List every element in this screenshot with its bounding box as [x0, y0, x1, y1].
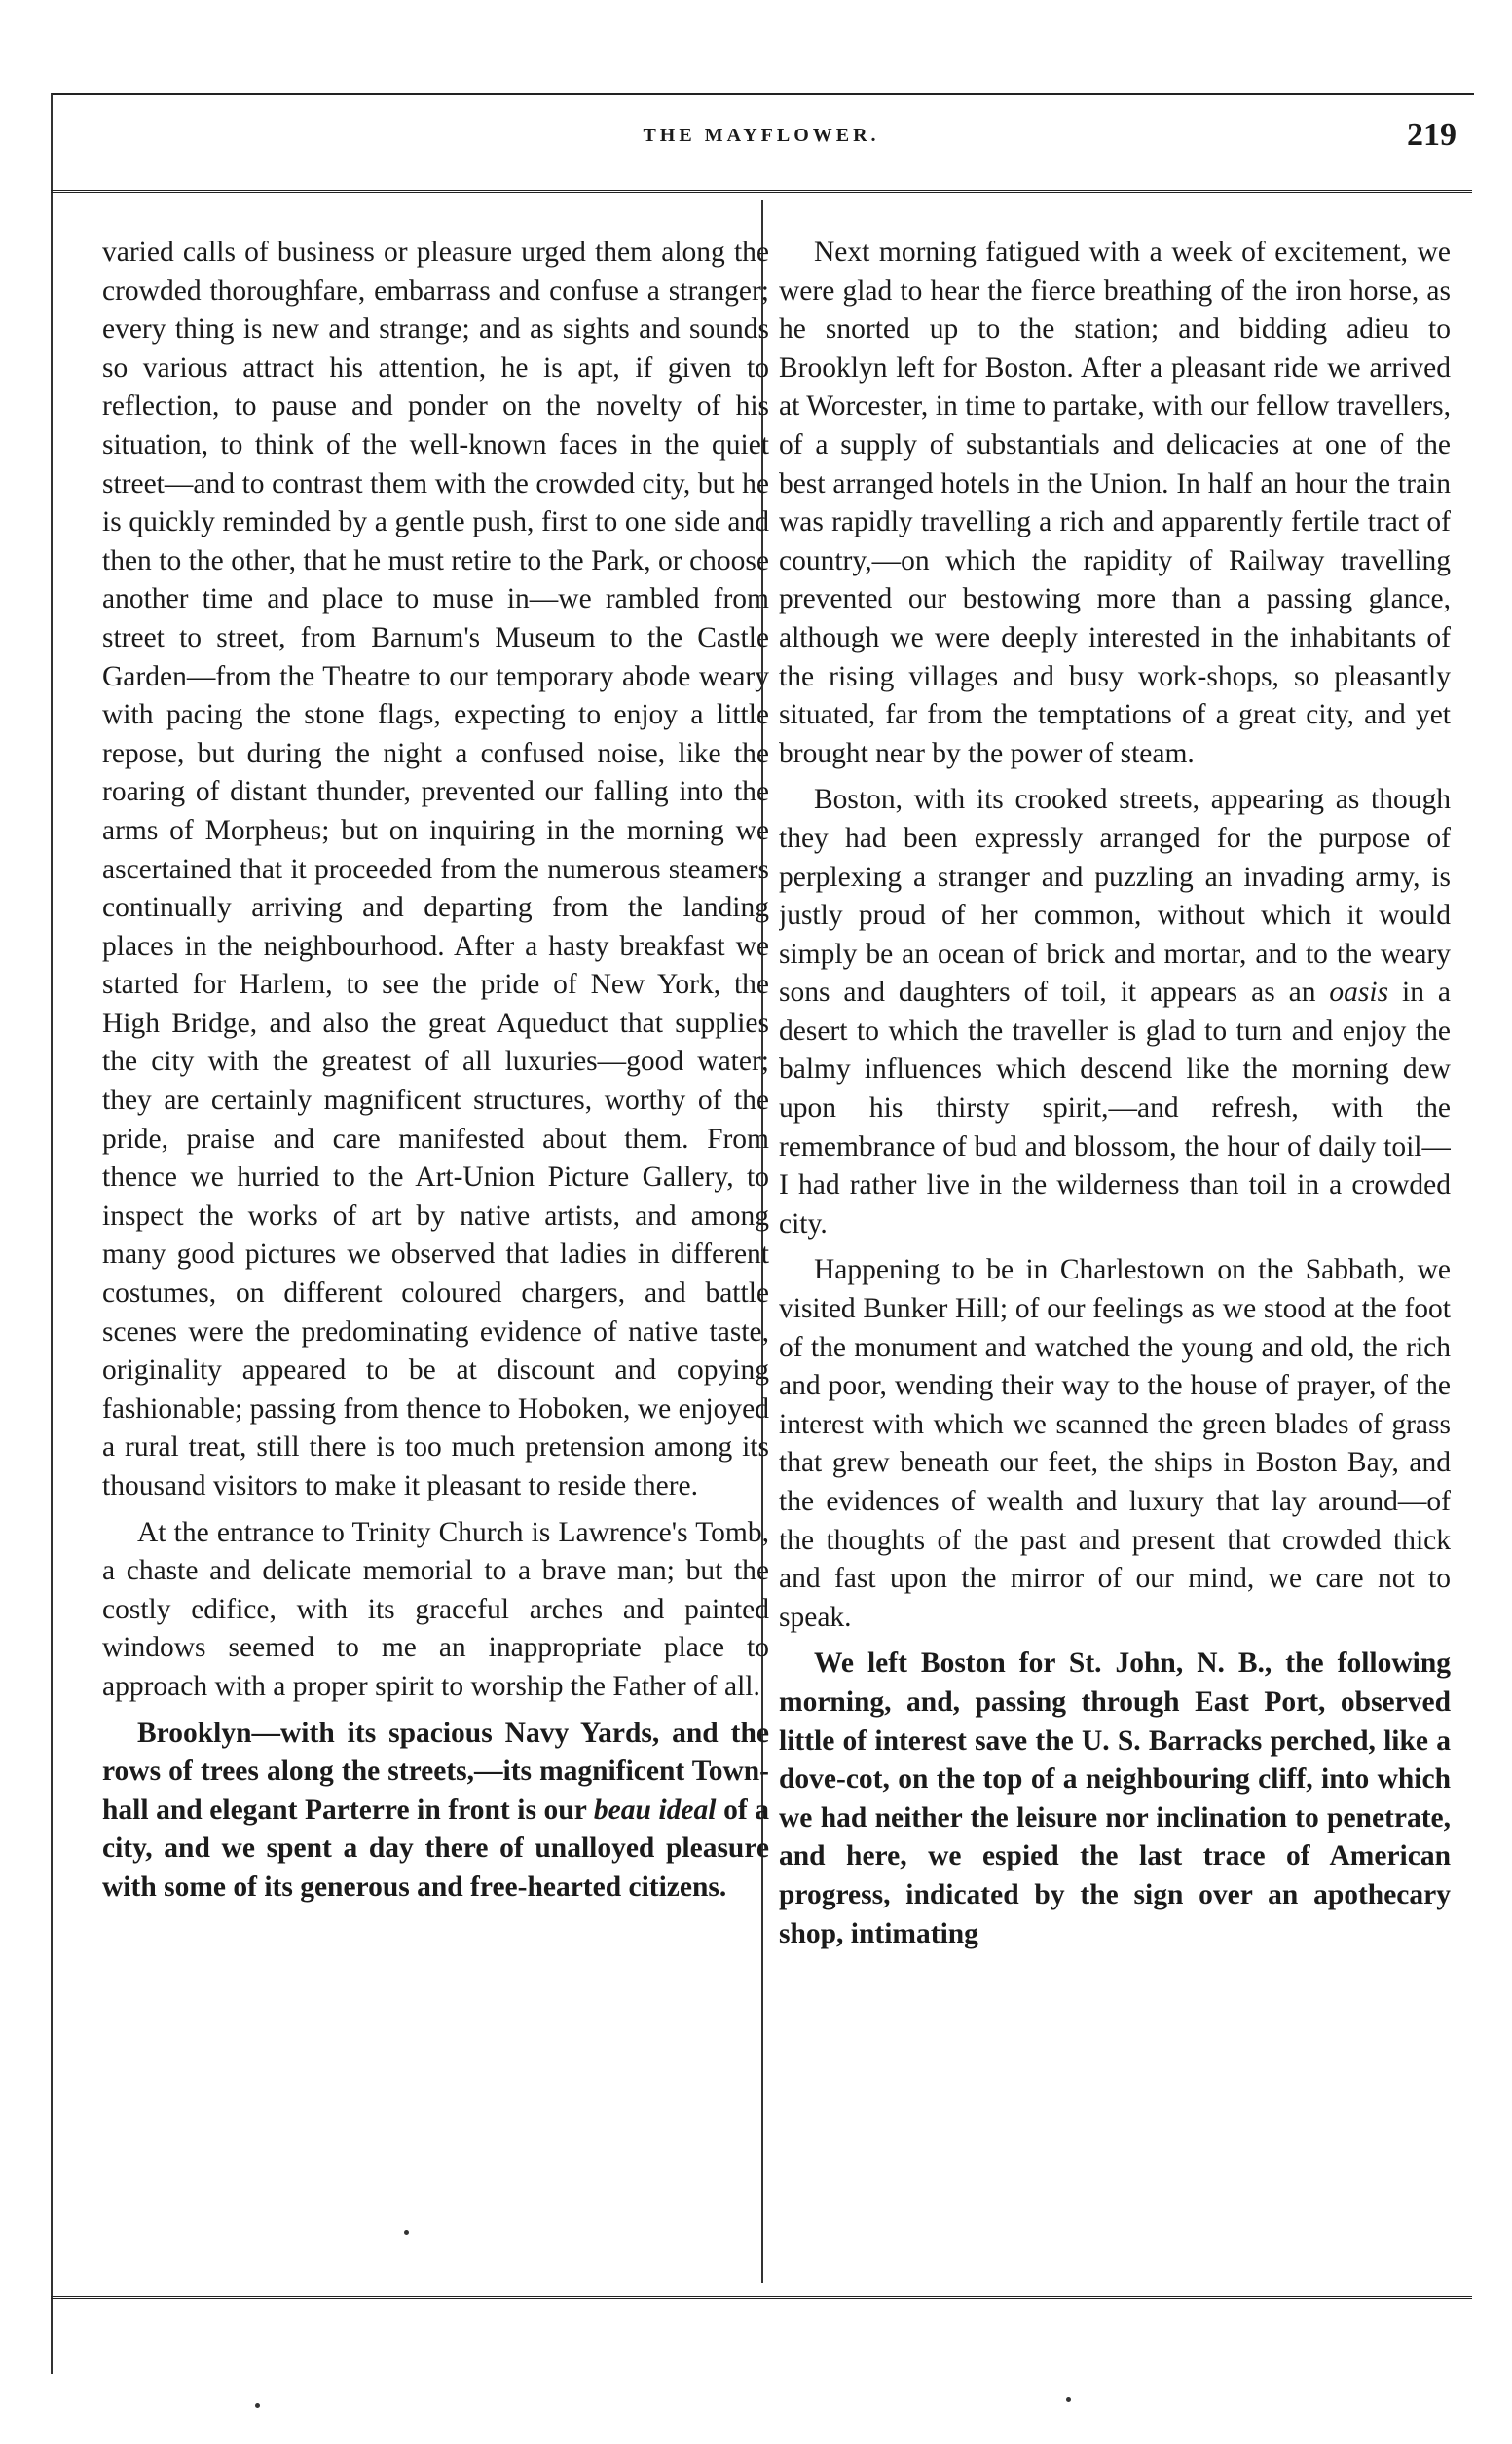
paragraph-right-2 [779, 781, 1451, 1243]
paragraph-right-4: We left Boston for St. John, N. B., the following morning, and, passing through East Port, observed little of interest save the U. S. Barracks perched, like a dove-cot, on the top of a neighbouring cliff, into which we had neither the leisure nor inclination to penetrate, and here, we espied the last trace of American progress, indicated by the sign over an apothecary shop, intimating [779, 1648, 1451, 1949]
right-column [779, 234, 1451, 2278]
italic-phrase-beau-ideal: beau ideal [593, 1794, 717, 1826]
print-speck [255, 2403, 260, 2408]
paragraph-left-3-text-a: Brooklyn—with its spacious Navy Yards, and the rows of trees along the streets,—its magnificent Town-hall and elegant Parterre in front is our [102, 1717, 769, 1826]
paragraph-right-2-text-a: Boston, with its crooked streets, appearing as though they had been expressly arranged for the purpose of perplexing a stranger and puzzling an invading army, is justly proud of her common, without which it would simply be an ocean of brick and mortar, and to the weary sons and daughters of toil, it appears as an [779, 784, 1451, 1009]
running-head [51, 117, 1472, 173]
paragraph-left-2: At the entrance to Trinity Church is Lawrence's Tomb, a chaste and delicate memorial to a brave man; but the costly edifice, with its graceful arches and painted windows seemed to me an inappropriate place to approach with a proper spirit to worship the Father of all. [102, 1516, 769, 1702]
paragraph-right-2-text-b: in a desert to which the traveller is glad to turn and enjoy the balmy influences which descend like the morning dew upon his thirsty spirit,—and refresh, with the remembrance of bud and blossom, the hour of daily toil—I had rather live in the wilderness than toil in a crowded city. [779, 977, 1451, 1240]
paragraph-right-3: Happening to be in Charlestown on the Sabbath, we visited Bunker Hill; of our feelings as we stood at the foot of the monument and watched the young and old, the rich and poor, wending their way to the house of prayer, of the interest with which we scanned the green blades of grass that grew beneath our feet, the ships in Boston Bay, and the evidences of wealth and luxury that lay around—of the thoughts of the past and present that crowded thick and fast upon the mirror of our mind, we care not to speak. [779, 1254, 1451, 1633]
header-rule [51, 190, 1472, 193]
footer-rule [51, 2296, 1472, 2299]
running-title: THE MAYFLOWER. [643, 125, 880, 146]
paragraph-right-1: Next morning fatigued with a week of excitement, we were glad to hear the fierce breathing of the iron horse, as he snorted up to the station; and bidding adieu to Brooklyn left for Boston. After a pleasant ride we arrived at Worcester, in time to partake, with our fellow travellers, of a supply of substantials and delicacies at one of the best arranged hotels in the Union. In half an hour the train was rapidly travelling a rich and apparently fertile tract of country,—on which the rapidity of Railway travelling prevented our bestowing more than a passing glance, although we were deeply interested in the inhabitants of the rising villages and busy work-shops, so pleasantly situated, far from the temptations of a great city, and yet brought near by the power of steam. [779, 237, 1451, 769]
paragraph-left-3-text-b: of a city, and we spent a day there of unalloyed pleasure with some of its generous and free-hearted citizens. [102, 1794, 769, 1903]
print-speck [1066, 2397, 1071, 2402]
page-number: 219 [1407, 117, 1457, 153]
print-speck [404, 2230, 409, 2235]
paragraph-left-3 [102, 1715, 769, 1907]
paragraph-left-1: varied calls of business or pleasure urged them along the crowded thoroughfare, embarrass and confuse a stranger; every thing is new and strange; and as sights and sounds so various attract his attention, he is apt, if given to reflection, to pause and ponder on the novelty of his situation, to think of the well-known faces in the quiet street—and to contrast them with the crowded city, but he is quickly reminded by a gentle push, first to one side and then to the other, that he must retire to the Park, or choose another time and place to muse in—we rambled from street to street, from Barnum's Museum to the Castle Garden—from the Theatre to our temporary abode weary with pacing the stone flags, expecting to enjoy a little repose, but during the night a confused noise, like the roaring of distant thunder, prevented our falling into the arms of Morpheus; but on inquiring in the morning we ascertained that it proceeded from the numerous steamers continually arriving and departing from the landing places in the neighbourhood. After a hasty breakfast we started for Harlem, to see the pride of New York, the High Bridge, and also the great Aqueduct that supplies the city with the greatest of all luxuries—good water; they are certainly magnificent structures, worthy of the pride, praise and care manifested about them. From thence we hurried to the Art-Union Picture Gallery, to inspect the works of art by native artists, and among many good pictures we observed that ladies in different costumes, on different coloured chargers, and battle scenes were the predominating evidence of native taste, originality appeared to be at discount and copying fashionable; passing from thence to Hoboken, we enjoyed a rural treat, still there is too much pretension among its thousand visitors to make it pleasant to reside there. [102, 237, 769, 1501]
left-column [102, 234, 769, 2278]
italic-word-oasis: oasis [1329, 977, 1389, 1009]
